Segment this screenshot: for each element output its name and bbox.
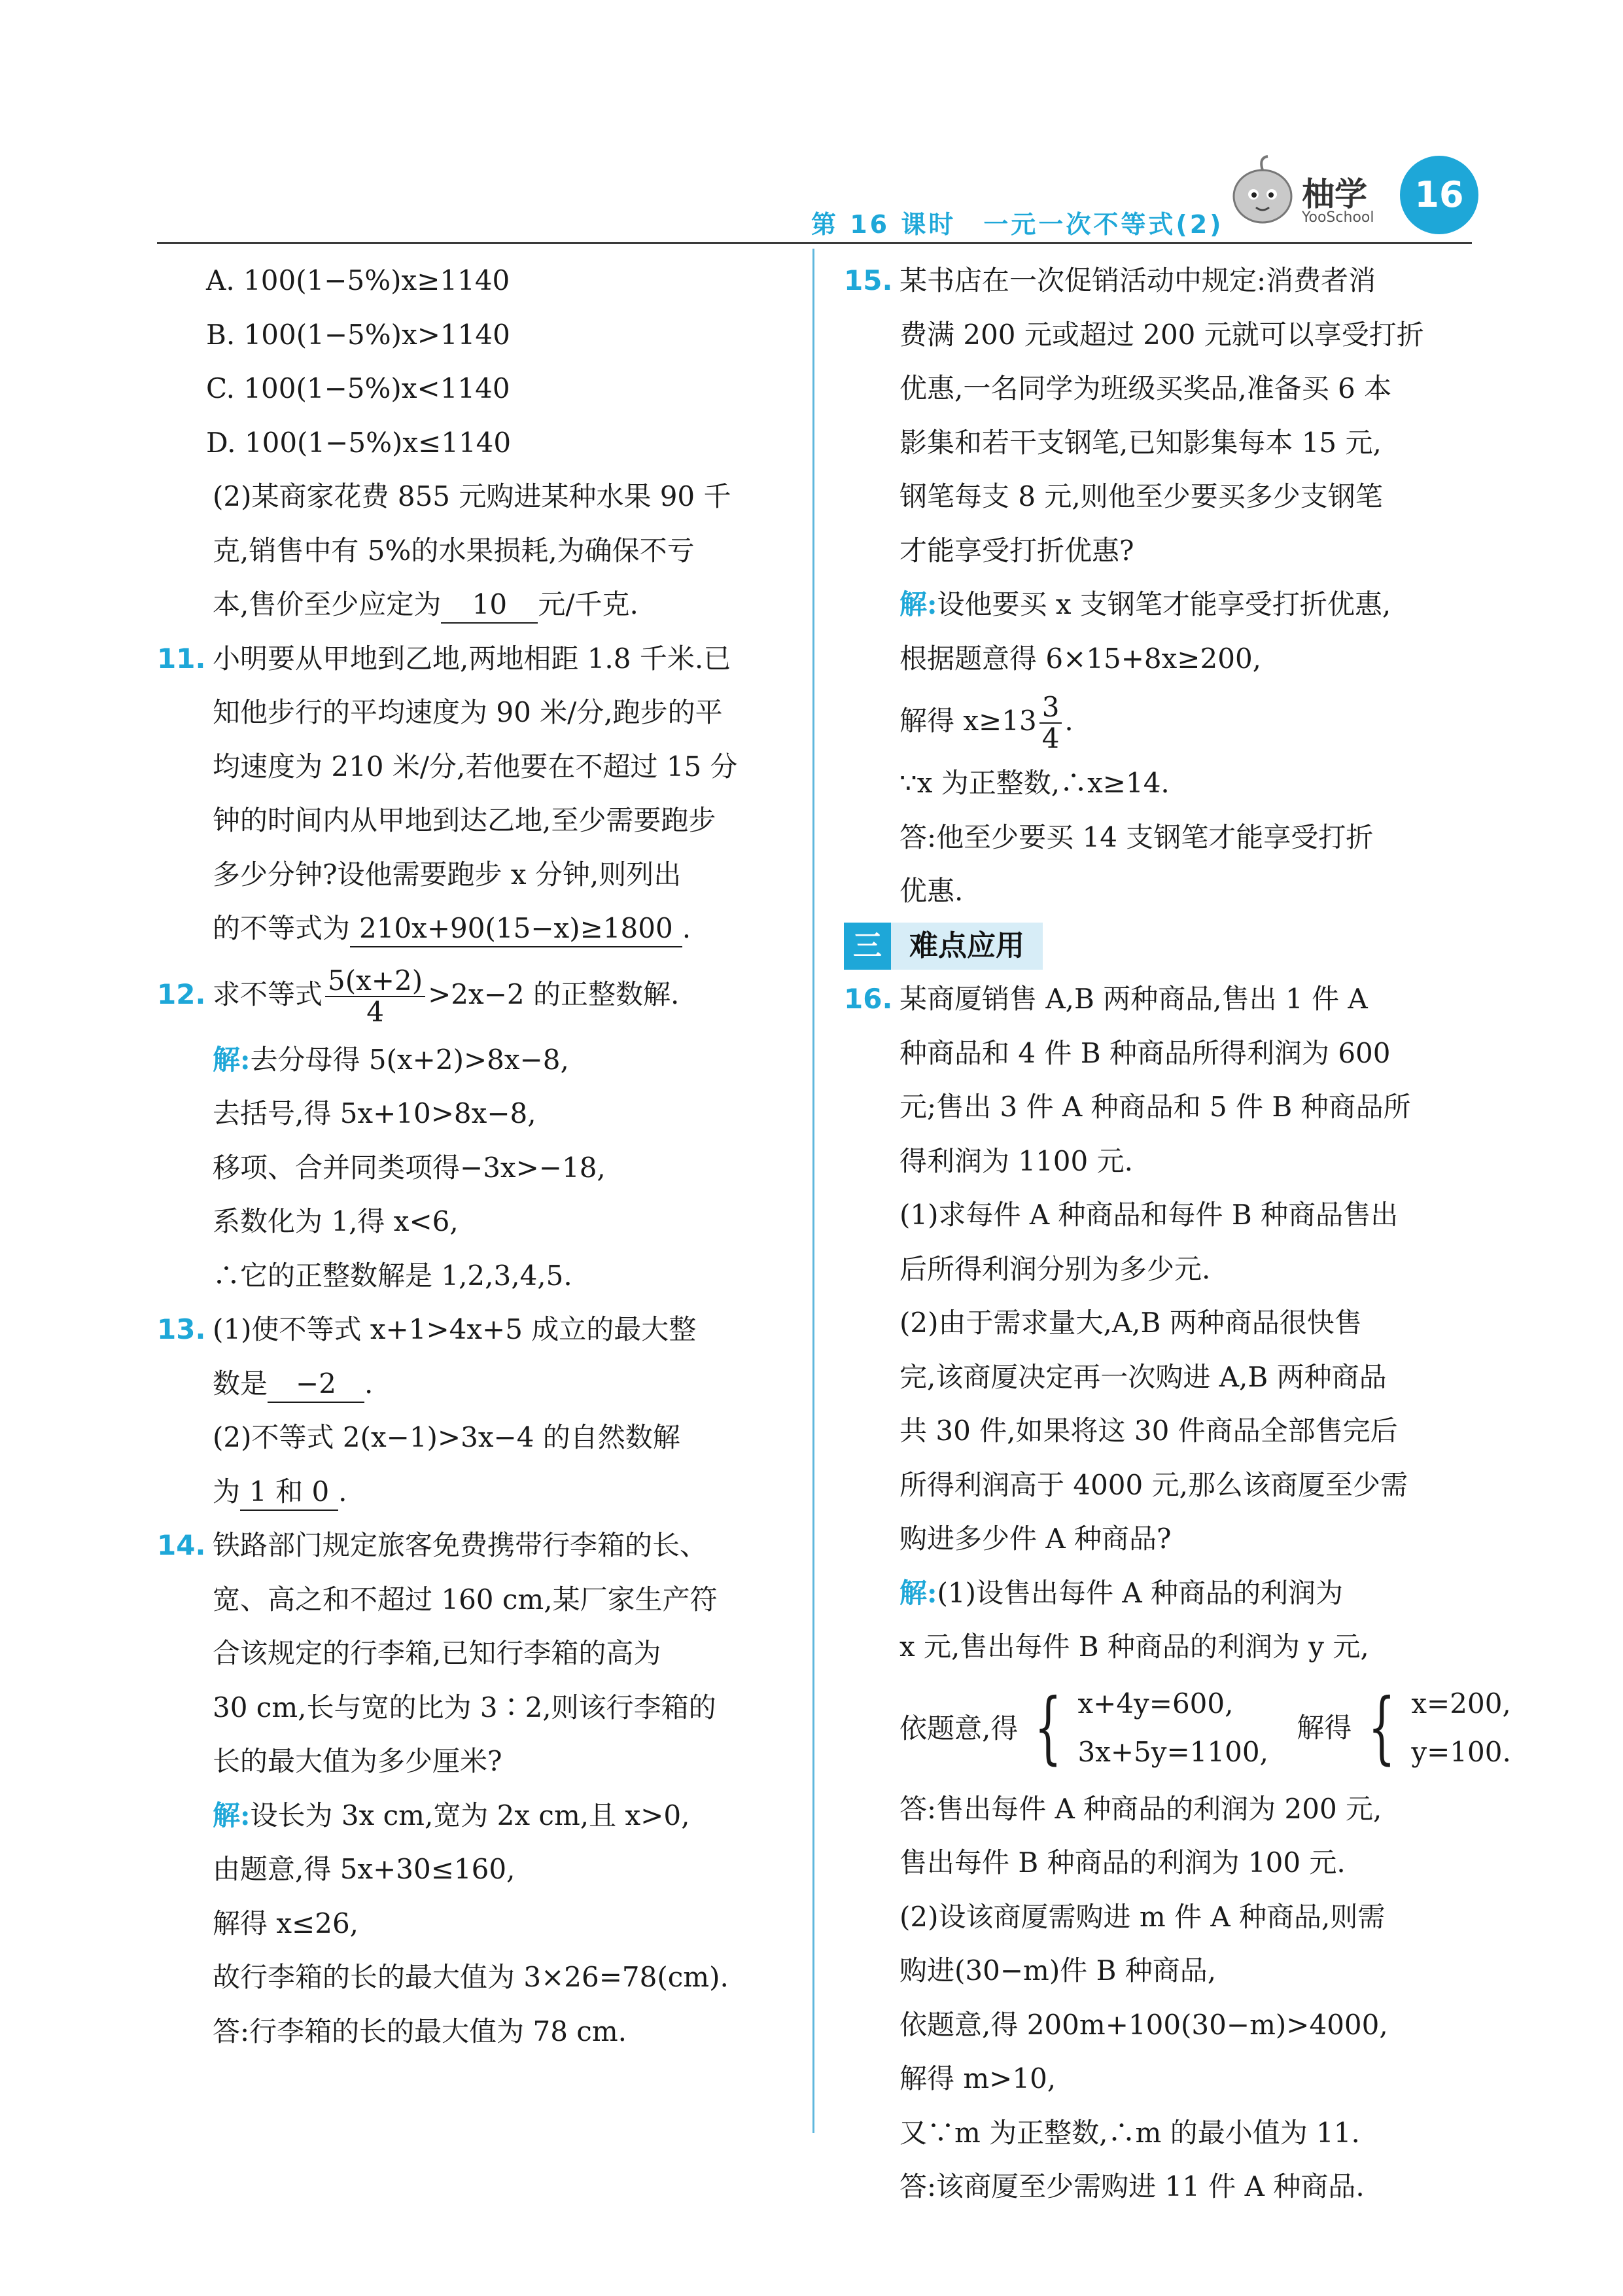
left-brace: { [1367, 1682, 1395, 1773]
mascot-icon [1230, 154, 1295, 226]
q16-line: 元;售出 3 件 A 种商品和 5 件 B 种商品所 [899, 1091, 1411, 1123]
solve-word: 解得 [1297, 1711, 1352, 1744]
q13-line [157, 1357, 785, 1411]
q13-text: 为 [213, 1475, 241, 1508]
section-header [844, 919, 1478, 973]
question-number: 15. [844, 264, 893, 296]
q16-solution-line: x 元,售出每件 B 种商品的利润为 y 元, [899, 1631, 1369, 1663]
q12-solution-line [157, 1033, 785, 1087]
q16-solution-text: (1)设售出每件 A 种商品的利润为 [937, 1576, 1344, 1609]
q11-line: 知他步行的平均速度为 90 米/分,跑步的平 [213, 696, 723, 728]
q16-line: 共 30 件,如果将这 30 件商品全部售完后 [899, 1415, 1398, 1447]
q13-line [157, 1303, 785, 1357]
q13-line [157, 1465, 785, 1519]
q13-period: . [338, 1475, 347, 1508]
left-column [157, 254, 785, 2058]
q16-solution-line: 解得 m>10, [899, 2062, 1056, 2094]
equation: y=100. [1411, 1736, 1511, 1768]
q16-solution-line: (2)设该商厦需购进 m 件 A 种商品,则需 [899, 1900, 1386, 1933]
q16-text: 某商厦销售 A,B 两种商品,售出 1 件 A [899, 983, 1368, 1015]
solution-system [1411, 1680, 1510, 1776]
q14-solution-line: 故行李箱的长的最大值为 3×26=78(cm). [213, 1961, 729, 1993]
q16-line: 得利润为 1100 元. [899, 1144, 1133, 1177]
equation-system [1077, 1680, 1268, 1776]
fraction-denominator: 4 [1041, 722, 1060, 754]
left-brace: { [1034, 1682, 1062, 1773]
solution-label: 解: [213, 1043, 251, 1076]
option-b: B. 100(1−5%)x>1140 [206, 318, 510, 351]
q13-text: 数是 [213, 1367, 268, 1400]
fraction-numerator: 3 [1039, 692, 1062, 724]
q15-text: 某书店在一次促销活动中规定:消费者消 [899, 264, 1376, 296]
q16-line: (2)由于需求量大,A,B 两种商品很快售 [899, 1307, 1362, 1339]
question-number: 11. [157, 642, 206, 675]
solution-label: 解: [899, 1576, 937, 1609]
column-divider [812, 249, 814, 2133]
q10-text: 本,售价至少应定为 [213, 588, 442, 620]
logo-subtext: YooSchool [1302, 209, 1374, 226]
q13-text: (1)使不等式 x+1>4x+5 成立的最大整 [213, 1313, 697, 1345]
q16-line: (1)求每件 A 种商品和每件 B 种商品售出 [899, 1199, 1399, 1231]
q12-solution-line: 系数化为 1,得 x<6, [213, 1205, 459, 1237]
q15-line: 钢笔每支 8 元,则他至少要买多少支钢笔 [899, 480, 1383, 512]
section-title: 难点应用 [891, 923, 1043, 970]
page-header [0, 0, 1623, 249]
q15-solution-text: 解得 x≥13 [899, 705, 1037, 737]
equation: 3x+5y=1100, [1077, 1736, 1268, 1768]
logo-text: 柚学 [1302, 175, 1367, 213]
brand-logo [1230, 154, 1393, 232]
q15-line: 费满 200 元或超过 200 元就可以享受打折 [899, 318, 1424, 351]
q15-period: . [1064, 705, 1073, 737]
q16-solution-line: 答:售出每件 A 种商品的利润为 200 元, [899, 1792, 1382, 1825]
question-number: 12. [157, 978, 206, 1010]
q12-text: >2x−2 的正整数解. [428, 978, 680, 1010]
q15-solution-line [844, 686, 1478, 756]
q13-answer-2: 1 和 0 [240, 1474, 338, 1511]
q14-solution-line [157, 1789, 785, 1843]
q10-part2-line: 克,销售中有 5%的水果损耗,为确保不亏 [213, 534, 695, 567]
q16-solution-line: 依题意,得 200m+100(30−m)>4000, [899, 2008, 1388, 2041]
q14-line: 长的最大值为多少厘米? [213, 1745, 502, 1777]
q11-text: 小明要从甲地到乙地,两地相距 1.8 千米.已 [213, 642, 731, 675]
page-number: 16 [1400, 156, 1478, 234]
section-heading [844, 923, 1043, 970]
question-number: 16. [844, 983, 893, 1015]
q15-solution-line: 答:他至少要买 14 支钢笔才能享受打折 [899, 821, 1374, 853]
system-intro: 依题意,得 [899, 1712, 1019, 1744]
q10-part2-line: (2)某商家花费 855 元购进某种水果 90 千 [213, 480, 731, 512]
q12-text: 求不等式 [213, 978, 323, 1010]
q16-line: 种商品和 4 件 B 种商品所得利润为 600 [899, 1036, 1391, 1069]
q11-line [157, 632, 785, 686]
q10-part2-last [157, 578, 785, 632]
q15-solution-text: 设他要买 x 支钢笔才能享受打折优惠, [937, 588, 1391, 620]
q12-solution-line: 移项、合并同类项得−3x>−18, [213, 1151, 606, 1184]
q15-solution-line: 优惠. [899, 875, 964, 907]
right-column [844, 254, 1511, 2214]
q14-solution-line: 由题意,得 5x+30≤160, [213, 1853, 515, 1885]
q14-solution-line: 解得 x≤26, [213, 1907, 359, 1939]
solution-label: 解: [213, 1799, 251, 1831]
equation-system-line [844, 1674, 1511, 1782]
q15-line: 优惠,一名同学为班级买奖品,准备买 6 本 [899, 372, 1392, 404]
q16-line: 购进多少件 A 种商品? [899, 1523, 1172, 1555]
q11-text: 的不等式为 [213, 912, 351, 944]
q13-answer-1: −2 [268, 1366, 364, 1403]
q12-solution-line: 去括号,得 5x+10>8x−8, [213, 1097, 536, 1129]
q13-line: (2)不等式 2(x−1)>3x−4 的自然数解 [213, 1421, 680, 1453]
q11-period: . [682, 912, 691, 944]
q15-solution-line [844, 578, 1478, 632]
q16-line: 后所得利润分别为多少元. [899, 1252, 1211, 1285]
q15-solution-line: ∵x 为正整数,∴x≥14. [899, 767, 1170, 799]
lesson-title: 第 16 课时 一元一次不等式(2) [811, 210, 1224, 239]
q14-line [157, 1519, 785, 1573]
q11-line: 均速度为 210 米/分,若他要在不超过 15 分 [213, 750, 738, 783]
q15-fraction [1039, 692, 1062, 754]
q15-line [844, 254, 1478, 308]
q15-line: 影集和若干支钢笔,已知影集每本 15 元, [899, 426, 1382, 459]
q15-solution-line: 根据题意得 6×15+8x≥200, [899, 642, 1262, 675]
q16-line: 完,该商厦决定再一次购进 A,B 两种商品 [899, 1360, 1387, 1393]
q11-line: 多少分钟?设他需要跑步 x 分钟,则列出 [213, 858, 682, 891]
q14-text: 铁路部门规定旅客免费携带行李箱的长、 [213, 1529, 708, 1561]
q16-solution-line [844, 1566, 1478, 1621]
question-number: 14. [157, 1529, 206, 1561]
header-rule [157, 242, 1472, 244]
q14-solution-text: 设长为 3x cm,宽为 2x cm,且 x>0, [250, 1799, 690, 1831]
q10-unit: 元/千克. [538, 588, 638, 620]
q12-line [157, 956, 785, 1033]
q16-solution-line: 又∵m 为正整数,∴m 的最小值为 11. [899, 2116, 1360, 2149]
q16-line [844, 972, 1478, 1027]
question-number: 13. [157, 1313, 206, 1345]
fraction-numerator: 5(x+2) [325, 966, 425, 997]
q11-line: 钟的时间内从甲地到达乙地,至少需要跑步 [213, 804, 716, 836]
q16-solution-line: 答:该商厦至少需购进 11 件 A 种商品. [899, 2170, 1365, 2202]
fraction-denominator: 4 [366, 995, 384, 1028]
q16-solution-line: 购进(30−m)件 B 种商品, [899, 1954, 1217, 1987]
equation: x+4y=600, [1077, 1687, 1234, 1720]
equation: x=200, [1411, 1687, 1511, 1720]
section-number: 三 [844, 923, 891, 970]
q12-solution-line: ∴它的正整数解是 1,2,3,4,5. [213, 1259, 572, 1292]
solution-label: 解: [899, 588, 937, 620]
q16-line: 所得利润高于 4000 元,那么该商厦至少需 [899, 1468, 1408, 1501]
q14-line: 宽、高之和不超过 160 cm,某厂家生产符 [213, 1583, 718, 1616]
q16-solution-line: 售出每件 B 种商品的利润为 100 元. [899, 1846, 1346, 1879]
q13-period: . [364, 1367, 374, 1400]
option-a: A. 100(1−5%)x≥1140 [206, 264, 510, 296]
q14-solution-line: 答:行李箱的长的最大值为 78 cm. [213, 2015, 627, 2047]
option-c: C. 100(1−5%)x<1140 [206, 372, 510, 404]
q11-answer: 210x+90(15−x)≥1800 [350, 911, 682, 947]
q12-solution-text: 去分母得 5(x+2)>8x−8, [250, 1043, 569, 1076]
q10-answer: 10 [441, 587, 538, 624]
q12-fraction [325, 966, 425, 1027]
q15-line: 才能享受打折优惠? [899, 534, 1134, 567]
q14-line: 30 cm,长与宽的比为 3∶2,则该行李箱的 [213, 1691, 716, 1723]
q11-last [157, 902, 785, 956]
q14-line: 合该规定的行李箱,已知行李箱的高为 [213, 1637, 661, 1669]
option-d: D. 100(1−5%)x≤1140 [206, 426, 512, 459]
